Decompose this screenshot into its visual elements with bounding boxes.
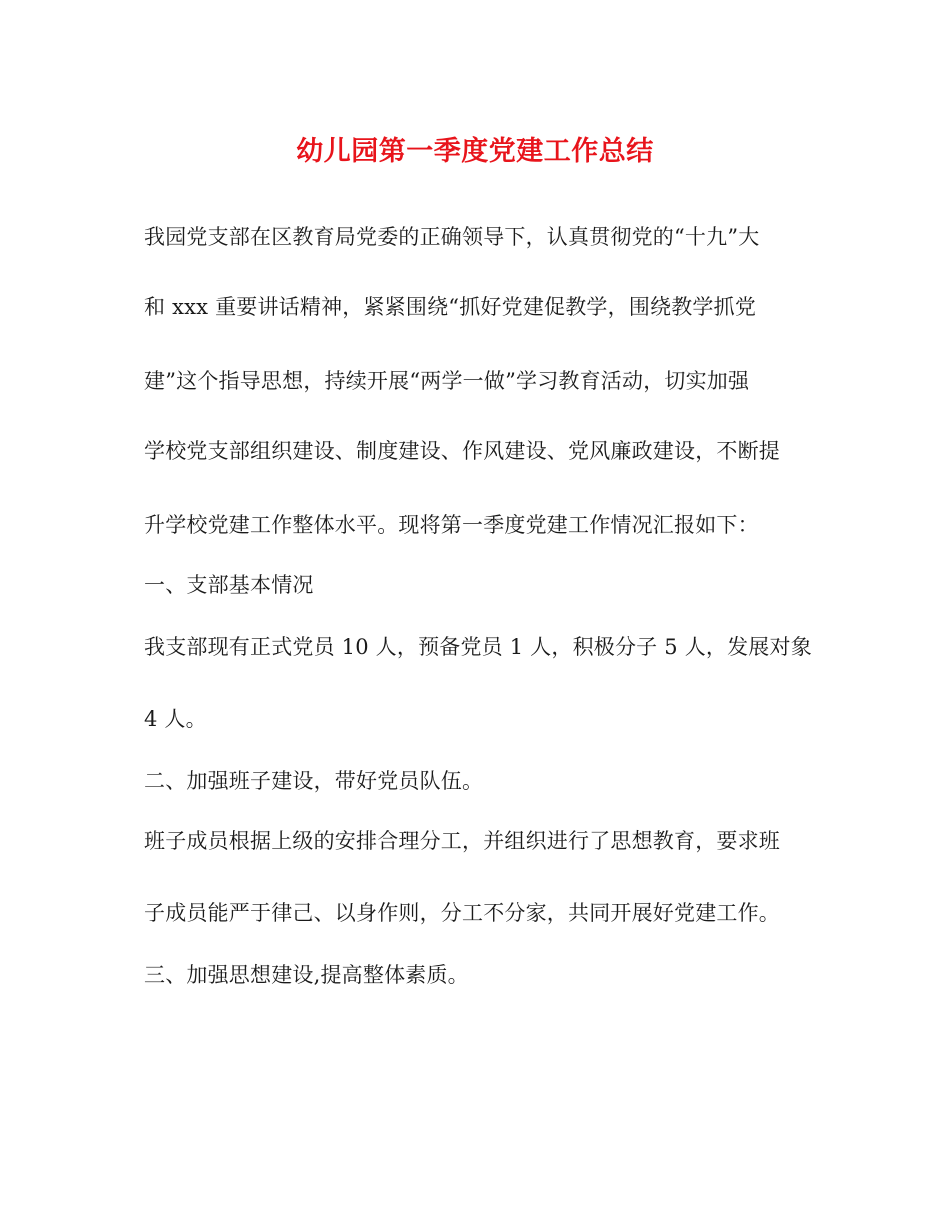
paragraph-line: 子成员能严于律己、以身作则，分工不分家，共同开展好党建工作。 bbox=[144, 901, 780, 925]
paragraph-line: 4 人。 bbox=[144, 707, 207, 731]
paragraph-line: 班子成员根据上级的安排合理分工，并组织进行了思想教育，要求班 bbox=[144, 829, 780, 853]
paragraph-line: 我园党支部在区教育局党委的正确领导下，认真贯彻党的“十九”大 bbox=[144, 225, 760, 249]
paragraph-line: 建”这个指导思想，持续开展“两学一做”学习教育活动，切实加强 bbox=[144, 369, 750, 393]
paragraph-line: 升学校党建工作整体水平。现将第一季度党建工作情况汇报如下： bbox=[144, 513, 759, 537]
section-heading: 三、加强思想建设,提高整体素质。 bbox=[144, 963, 469, 987]
document-title: 幼儿园第一季度党建工作总结 bbox=[296, 136, 654, 167]
paragraph-line: 和 xxx 重要讲话精神，紧紧围绕“抓好党建促教学，围绕教学抓党 bbox=[144, 295, 757, 319]
paragraph-line: 学校党支部组织建设、制度建设、作风建设、党风廉政建设，不断提 bbox=[144, 439, 780, 463]
section-heading: 一、支部基本情况 bbox=[144, 573, 314, 597]
section-heading: 二、加强班子建设，带好党员队伍。 bbox=[144, 769, 484, 793]
paragraph-line: 我支部现有正式党员 10 人，预备党员 1 人，积极分子 5 人，发展对象 bbox=[144, 635, 812, 659]
